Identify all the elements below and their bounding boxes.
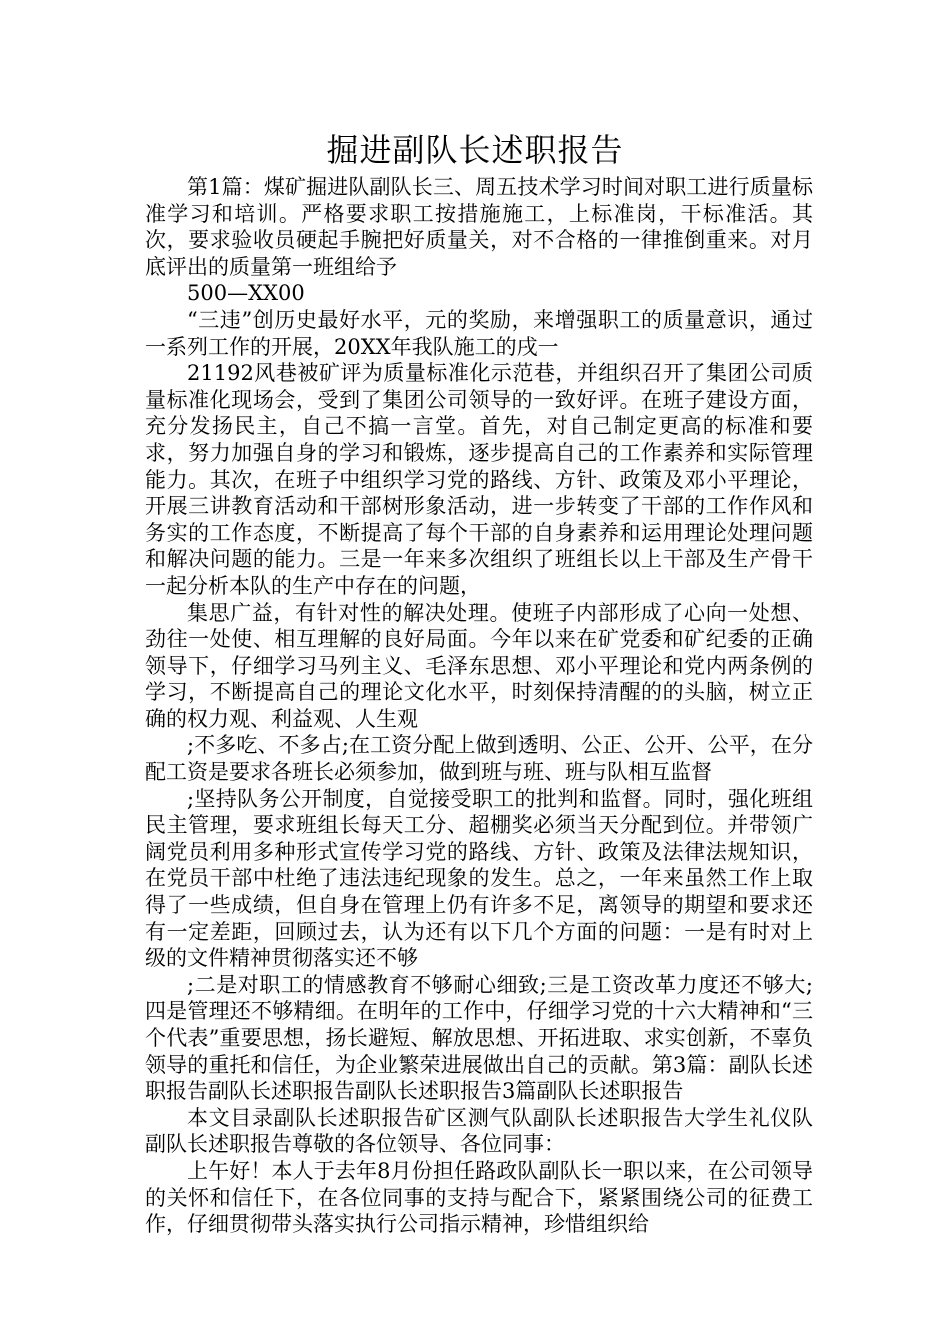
paragraph-2: 500—XX00 bbox=[187, 281, 305, 306]
paragraph-8: ;二是对职工的情感教育不够耐心细致;三是工资改革力度还不够大;四是管理还不够精细。在明年的工作中，仔细学习党的十六大精神和“三个代表”重要思想，扬长避短、解放思想、开拓进取、求实创新，不辜负领导的重托和信任，为企业繁荣进展做出自己的贡献。第3篇：副队长述职报告副队长述职报告副队长述职报告3篇副队长述职报告 bbox=[145, 972, 813, 1104]
paragraph-6: ;不多吃、不多占;在工资分配上做到透明、公正、公开、公平，在分配工资是要求各班长必须参加，做到班与班、班与队相互监督 bbox=[145, 733, 813, 785]
paragraph-7: ;坚持队务公开制度，自觉接受职工的批判和监督。同时，强化班组民主管理，要求班组长每天工分、超棚奖必须当天分配到位。并带领广阔党员利用多种形式宣传学习党的路线、方针、政策及法律法规知识，在党员干部中杜绝了违法违纪现象的发生。总之，一年来虽然工作上取得了一些成绩，但自身在管理上仍有许多不足，离领导的期望和要求还有一定差距，回顾过去，认为还有以下几个方面的问题：一是有时对上级的文件精神贯彻落实还不够 bbox=[145, 786, 813, 971]
paragraph-9: 本文目录副队长述职报告矿区测气队副队长述职报告大学生礼仪队副队长述职报告尊敬的各位领导、各位同事： bbox=[145, 1105, 813, 1157]
document-title: 掘进副队长述职报告 bbox=[326, 131, 624, 169]
paragraph-5: 集思广益，有针对性的解决处理。使班子内部形成了心向一处想、劲往一处使、相互理解的良好局面。今年以来在矿党委和矿纪委的正确领导下，仔细学习马列主义、毛泽东思想、邓小平理论和党内两条例的学习，不断提高自己的理论文化水平，时刻保持清醒的的头脑，树立正确的权力观、利益观、人生观 bbox=[145, 600, 813, 731]
paragraph-10: 上午好！本人于去年8月份担任路政队副队长一职以来，在公司领导的关怀和信任下，在各位同事的支持与配合下，紧紧围绕公司的征费工作，仔细贯彻带头落实执行公司指示精神，珍惜组织给 bbox=[145, 1158, 813, 1237]
paragraph-4: 21192风巷被矿评为质量标准化示范巷，并组织召开了集团公司质量标准化现场会，受到了集团公司领导的一致好评。在班子建设方面，充分发扬民主，自己不搞一言堂。首先，对自己制定更高的标准和要求，努力加强自身的学习和锻炼，逐步提高自己的工作素养和实际管理能力。其次，在班子中组织学习党的路线、方针、政策及邓小平理论，开展三讲教育活动和干部树形象活动，进一步转变了干部的工作作风和务实的工作态度，不断提高了每个干部的自身素养和运用理论处理问题和解决问题的能力。三是一年来多次组织了班组长以上干部及生产骨干一起分析本队的生产中存在的问题， bbox=[145, 361, 813, 598]
document-body bbox=[145, 174, 813, 1238]
paragraph-3: “三违”创历史最好水平，元的奖励，来增强职工的质量意识，通过一系列工作的开展，20XX年我队施工的戌一 bbox=[145, 307, 813, 359]
paragraph-1: 第1篇：煤矿掘进队副队长三、周五技术学习时间对职工进行质量标准学习和培训。严格要求职工按措施施工，上标准岗，干标准活。其次，要求验收员硬起手腕把好质量关，对不合格的一律推倒重来。对月底评出的质量第一班组给予 bbox=[145, 175, 813, 279]
